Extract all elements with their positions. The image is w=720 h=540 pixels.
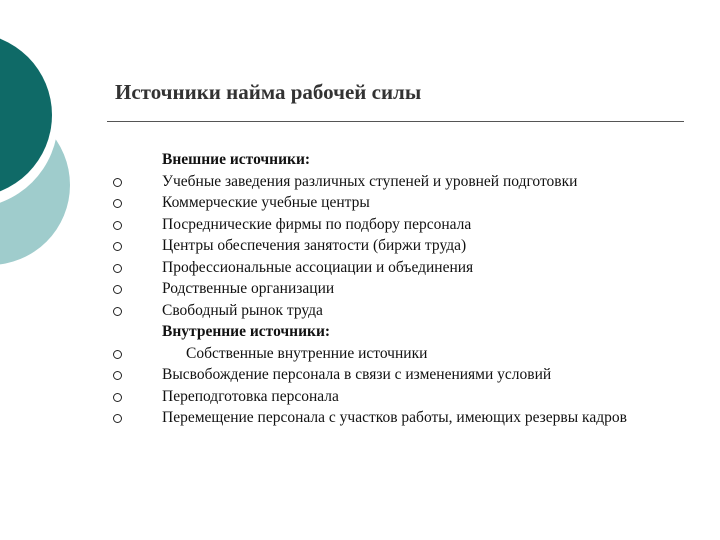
slide-title: Источники найма рабочей силы: [115, 80, 422, 104]
hollow-circle-icon: [113, 350, 122, 359]
list-item: [107, 300, 667, 322]
hollow-circle-icon: [113, 242, 122, 251]
list-item: [107, 364, 667, 386]
hollow-circle-icon: [113, 285, 122, 294]
list-item: [107, 171, 667, 193]
list-item: [107, 214, 667, 236]
list-item-text: Переподготовка персонала: [162, 387, 339, 405]
list-item-text: Перемещение персонала с участков работы, имеющих резервы кадров: [162, 409, 627, 426]
decorative-circles: [0, 0, 120, 300]
external-sources-heading: Внешние источники:: [162, 151, 311, 168]
list-item: [107, 343, 667, 365]
list-item-text: Высвобождение персонала в связи с изменениями условий: [162, 366, 552, 383]
hollow-circle-icon: [113, 221, 122, 230]
list-item-text: Центры обеспечения занятости (биржи труда): [162, 237, 467, 254]
hollow-circle-icon: [113, 199, 122, 208]
hollow-circle-icon: [113, 178, 122, 187]
list-item: [107, 235, 667, 257]
hollow-circle-icon: [113, 264, 122, 273]
hollow-circle-icon: [113, 393, 122, 402]
internal-sources-heading: Внутренние источники:: [162, 323, 331, 340]
list-item-text: Свободный рынок труда: [162, 301, 323, 319]
list-heading-row: [107, 321, 667, 343]
list-item: [107, 407, 667, 429]
list-item-text: Собственные внутренние источники: [186, 344, 428, 362]
sources-list: [107, 149, 667, 429]
list-item: [107, 192, 667, 214]
list-item: [107, 257, 667, 279]
list-item: [107, 386, 667, 408]
list-item-text: Посреднические фирмы по подбору персонала: [162, 215, 472, 233]
title-divider: [107, 121, 684, 122]
list-item: [107, 278, 667, 300]
list-item-text: Учебные заведения различных ступеней и уровней подготовки: [162, 172, 578, 190]
list-item-text: Родственные организации: [162, 280, 335, 297]
list-item-text: Коммерческие учебные центры: [162, 194, 370, 211]
hollow-circle-icon: [113, 414, 122, 423]
list-item-text: Профессиональные ассоциации и объединения: [162, 258, 474, 276]
list-heading-row: [107, 149, 667, 171]
hollow-circle-icon: [113, 307, 122, 316]
hollow-circle-icon: [113, 371, 122, 380]
